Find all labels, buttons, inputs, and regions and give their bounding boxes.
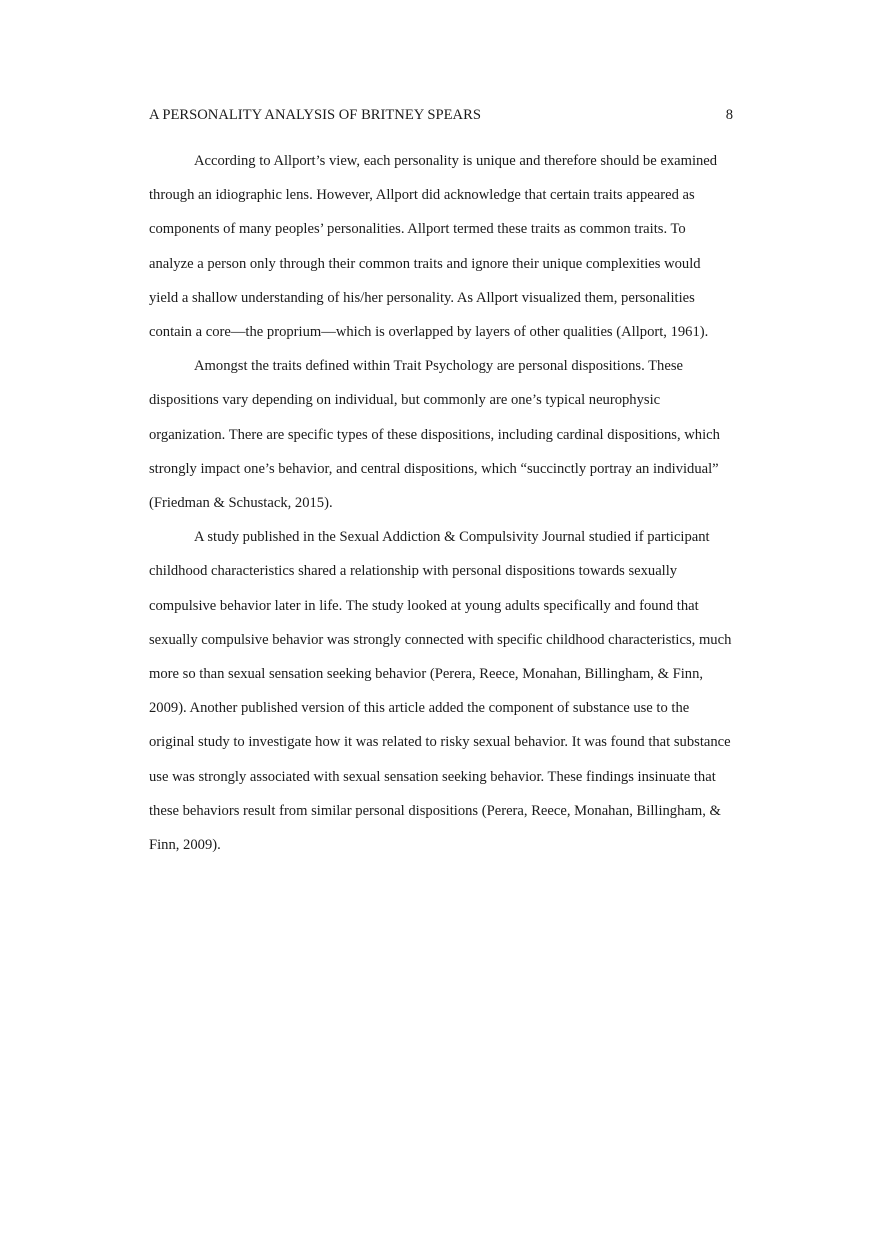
paragraph-compulsivity-study: A study published in the Sexual Addiction & Compulsivity Journal studied if participant childhood characteristics shared a relationship with personal dispositions towards sexually compulsive behavior later in life. The study looked at young adults specifically and found that sexually compulsive behavior was strongly connected with specific childhood characteristics, much more so than sexual sensation seeking behavior (Perera, Reece, Monahan, Billingham, & Finn, 2009). Another published version of this article added the component of substance use to the original study to investigate how it was related to risky sexual behavior. It was found that substance use was strongly associated with sexual sensation seeking behavior. These findings insinuate that these behaviors result from similar personal dispositions (Perera, Reece, Monahan, Billingham, & Finn, 2009). [149, 529, 732, 854]
running-head [149, 103, 733, 127]
running-head-title: A PERSONALITY ANALYSIS OF BRITNEY SPEARS [149, 106, 481, 123]
paragraph-allport-uniqueness: According to Allport’s view, each personality is unique and therefore should be examined through an idiographic lens. However, Allport did acknowledge that certain traits appeared as components of many peoples’ personalities. Allport termed these traits as common traits. To analyze a person only through their common traits and ignore their unique complexities would yield a shallow understanding of his/her personality. As Allport visualized them, personalities contain a core—the proprium—which is overlapped by layers of other qualities (Allport, 1961). [149, 153, 718, 341]
paragraph-personal-dispositions: Amongst the traits defined within Trait Psychology are personal dispositions. These dispositions vary depending on individual, but commonly are one’s typical neurophysic organization. There are specific types of these dispositions, including cardinal dispositions, which strongly impact one’s behavior, and central dispositions, which “succinctly portray an individual” (Friedman & Schustack, 2015). [149, 358, 720, 512]
body-text [149, 144, 733, 862]
page-number: 8 [725, 106, 733, 123]
